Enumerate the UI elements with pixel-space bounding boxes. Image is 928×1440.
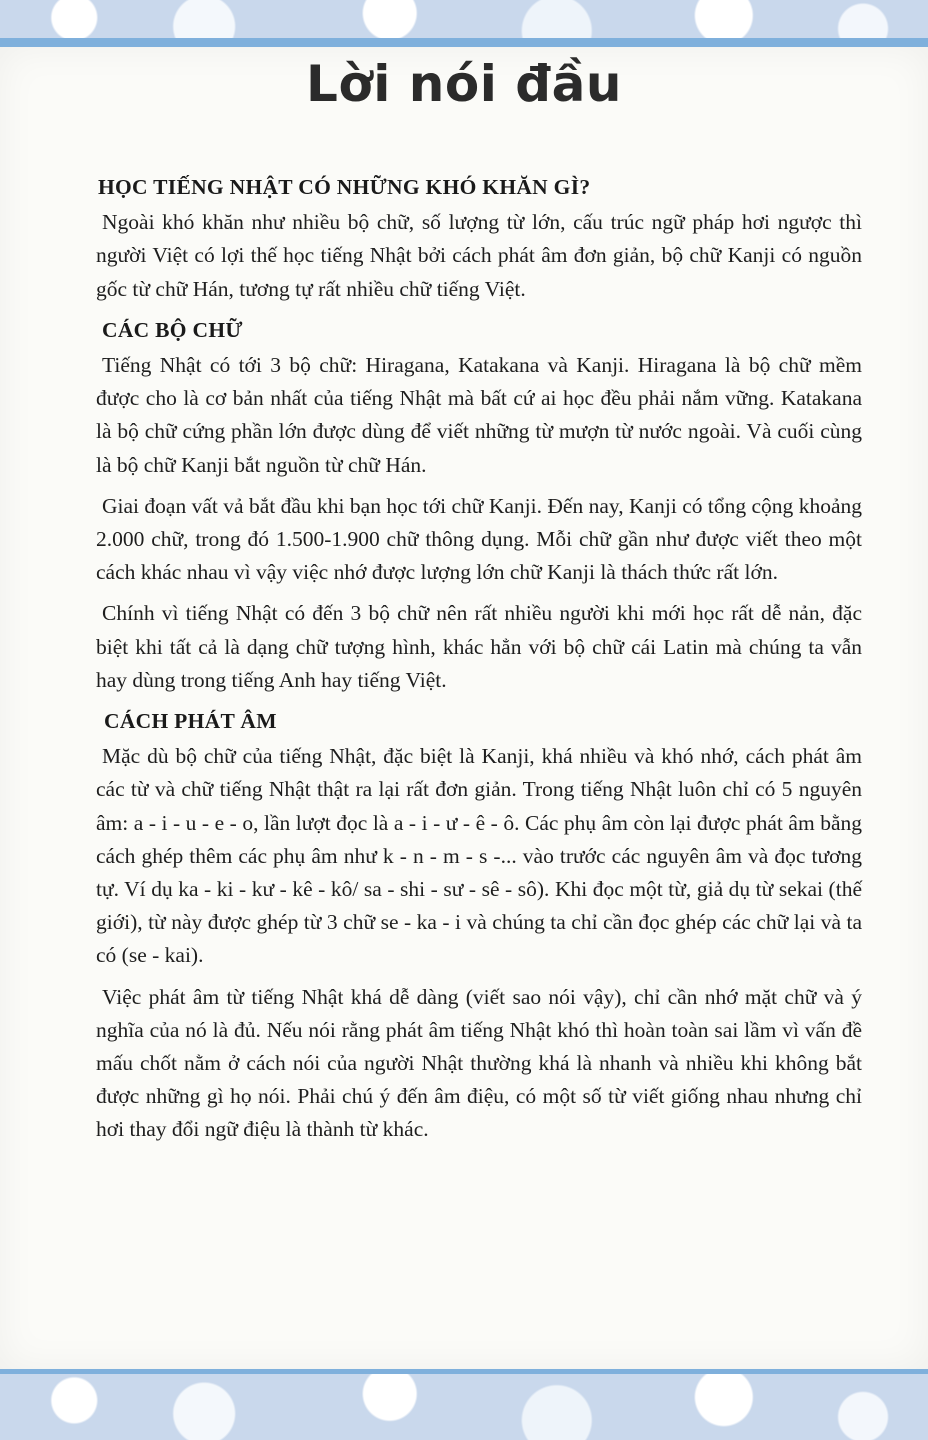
- paragraph: Chính vì tiếng Nhật có đến 3 bộ chữ nên rất nhiều người khi mới học rất dễ nản, đặc biệt khi tất cả là dạng chữ tượng hình, khác hẳn với bộ chữ cái Latin mà chúng ta vẫn hay dùng trong tiếng Anh hay tiếng Việt.: [96, 601, 862, 692]
- paragraph: Giai đoạn vất vả bắt đầu khi bạn học tới chữ Kanji. Đến nay, Kanji có tổng cộng khoảng 2.000 chữ, trong đó 1.500-1.900 chữ thông dụng. Mỗi chữ gần như được viết theo một cách khác nhau vì vậy việc nhớ được lượng lớn chữ Kanji là thách thức rất lớn.: [96, 493, 862, 585]
- section-writing-systems: [96, 314, 862, 697]
- section-heading: CÁC BỘ CHỮ: [102, 317, 243, 342]
- paragraph: Việc phát âm từ tiếng Nhật khá dễ dàng (viết sao nói vậy), chỉ cần nhớ mặt chữ và ý nghĩa của nó là đủ. Nếu nói rằng phát âm tiếng Nhật khó thì hoàn toàn sai lầm vì vấn đề mấu chốt nằm ở cách nói của người Nhật thường khá là nhanh và nhiều khi không bắt được những gì họ nói. Phải chú ý đến âm điệu, có một số từ viết giống nhau nhưng chỉ hơi thay đổi ngữ điệu là thành từ khác.: [96, 984, 862, 1142]
- book-page: [0, 47, 928, 1369]
- section-difficulties: [96, 171, 862, 306]
- paragraph: Tiếng Nhật có tới 3 bộ chữ: Hiragana, Katakana và Kanji. Hiragana là bộ chữ mềm được cho là cơ bản nhất của tiếng Nhật mà bất cứ ai học đều phải nắm vững. Katakana là bộ chữ cứng phần lớn được dùng để viết những từ mượn từ nước ngoài. Và cuối cùng là bộ chữ Kanji bắt nguồn từ chữ Hán.: [96, 353, 862, 477]
- section-pronunciation: [96, 705, 862, 1147]
- section-heading: CÁCH PHÁT ÂM: [104, 709, 277, 734]
- paragraph: Mặc dù bộ chữ của tiếng Nhật, đặc biệt là Kanji, khá nhiều và khó nhớ, cách phát âm các từ và chữ tiếng Nhật thật ra lại rất đơn giản. Trong tiếng Nhật luôn chỉ có 5 nguyên âm: a - i - u - e - o, lần lượt đọc là a - i - ư - ê - ô. Các phụ âm còn lại được phát âm bằng cách ghép thêm các phụ âm như k - n - m - s -... vào trước các nguyên âm và đọc tương tự. Ví dụ ka - ki - kư - kê - kô/ sa - shi - sư - sê - sô). Khi đọc một từ, giả dụ từ sekai (thế giới), từ này được ghép từ 3 chữ se - ka - i và chúng ta chỉ cần đọc ghép các chữ lại và ta có (se - kai).: [96, 744, 862, 968]
- top-blue-band: [0, 38, 928, 47]
- page-title: Lời nói đầu: [306, 55, 622, 113]
- bottom-floral-border: [0, 1374, 928, 1440]
- paragraph: Ngoài khó khăn như nhiều bộ chữ, số lượng từ lớn, cấu trúc ngữ pháp hơi ngược thì người Việt có lợi thế học tiếng Nhật bởi cách phát âm đơn giản, bộ chữ Kanji có nguồn gốc từ chữ Hán, tương tự rất nhiều chữ tiếng Việt.: [96, 210, 862, 301]
- page-content: [96, 171, 862, 1155]
- section-heading: HỌC TIẾNG NHẬT CÓ NHỮNG KHÓ KHĂN GÌ?: [98, 175, 591, 199]
